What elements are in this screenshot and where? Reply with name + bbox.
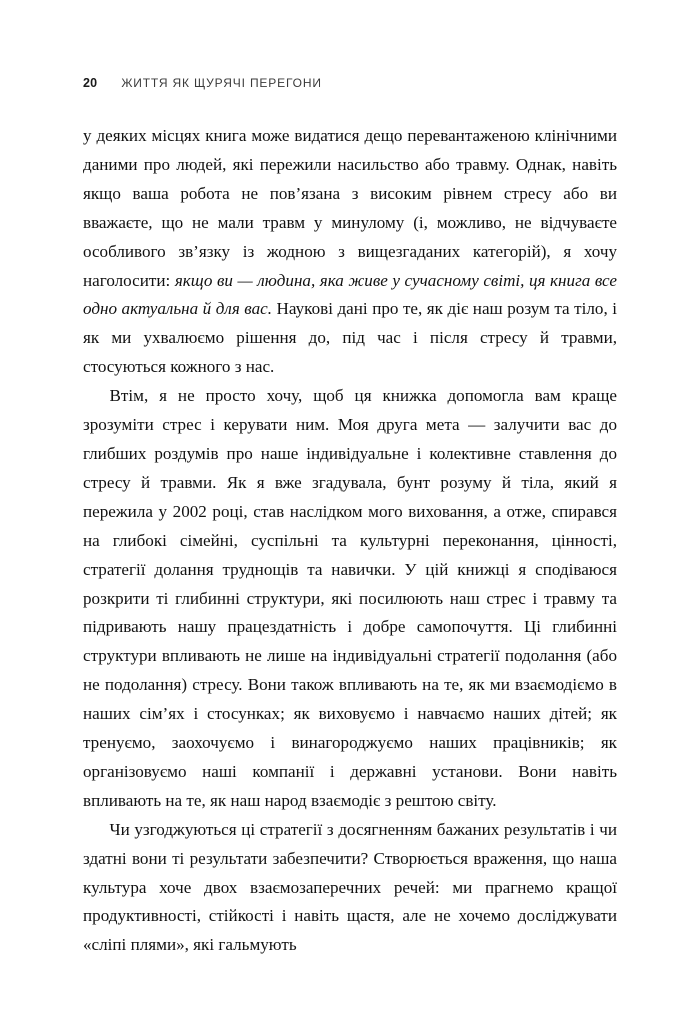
chapter-title-header: ЖИТТЯ ЯК ЩУРЯЧІ ПЕРЕГОНИ [121,76,322,90]
running-head [83,76,322,90]
body-text-block [83,122,617,960]
body-text: Наукові дані про те, як діє наш розум та тіло, і як ми ухвалюємо рішення до, під час і після стресу й травми, стосуються кожного з нас. [83,299,618,377]
body-text: Втім, я не просто хочу, щоб ця книжка допомогла вам краще зрозуміти стрес і керувати ним. Моя друга мета — залучити вас до глибших роздумів про наше індивідуальне і колективне ставлення до стресу й травми. Як я вже згадувала, бунт розуму й тіла, який я пережила у 2002 році, став наслідком мого виховання, а отже, спирався на глибокі сімейні, суспільні та культурні переконання, цінності, стратегії долання труднощів та навички. У цій книжці я сподіваюся розкрити ті глибинні структури, які посилюють наш стрес і травму та підривають нашу працездатність і добре самопочуття. Ці глибинні структури впливають не лише на індивідуальні стратегії подолання (або не подолання) стресу. Вони також впливають на те, як ми взаємодіємо в наших сім’ях і стосунках; як виховуємо і навчаємо наших дітей; як тренуємо, заохочуємо і винагороджуємо наших працівників; як організовуємо наші компанії і державні установи. Вони навіть впливають на те, як наш народ взаємодіє з рештою світу. [83,386,617,810]
paragraph [83,382,617,816]
emphasis-text: якщо ви — людина, яка живе у сучасному світі, ця книга все одно актуальна й для вас. [83,270,617,319]
body-text: Чи узгоджуються ці стратегії з досягненням бажаних результатів і чи здатні вони ті результати забезпечити? Створюється враження, що наша культура хоче двох взаємозаперечних речей: ми прагнемо кращої продуктивності, стійкості і навіть щастя, але не хочемо досліджувати «сліпі плями», які гальмують [83,819,617,955]
paragraph [83,122,617,382]
body-text: у деяких місцях книга може видатися дещо перевантаженою клінічними даними про людей, які пережили насильство або травму. Однак, навіть якщо ваша робота не пов’язана з високим рівнем стресу або ви вважаєте, що не мали травм у минулому (і, можливо, не відчуваєте особливого зв’язку із жодною з вищезгаданих категорій), я хочу наголосити: [83,126,617,290]
page-number: 20 [83,76,98,90]
paragraph [83,816,617,961]
